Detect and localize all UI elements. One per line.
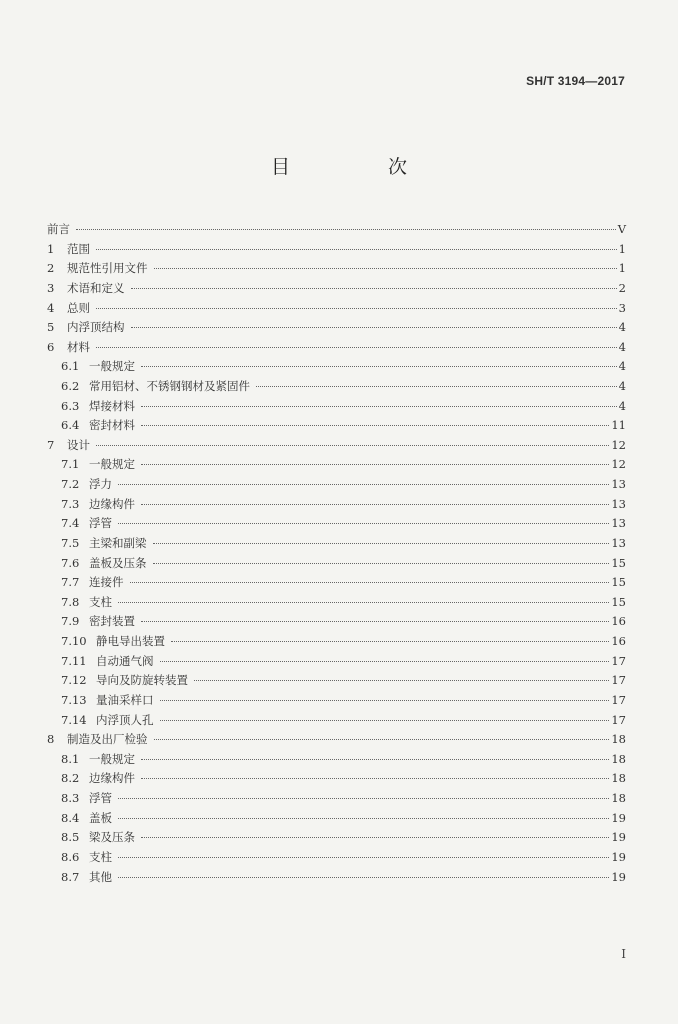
toc-entry-page: 13 <box>611 535 626 550</box>
toc-entry-label: 导向及防旋转装置 <box>96 673 188 688</box>
toc-entry-page: 17 <box>611 712 626 727</box>
toc-entry[interactable] <box>47 317 626 337</box>
toc-entry-page: 18 <box>611 751 626 766</box>
toc-entry-number: 7.10 <box>61 634 87 648</box>
toc-entry-page: 12 <box>611 457 626 472</box>
toc-entry-page: 1 <box>618 241 626 256</box>
toc-entry-page: 15 <box>611 555 626 570</box>
dot-leader <box>153 543 610 544</box>
toc-entry-label: 规范性引用文件 <box>67 261 148 276</box>
toc-entry-number: 7.5 <box>61 535 80 550</box>
toc-entry-number: 6.2 <box>61 379 80 393</box>
toc-entry-number: 6 <box>47 339 55 354</box>
toc-entry-page: 18 <box>611 791 626 805</box>
toc-entry-page: 4 <box>618 398 626 413</box>
toc-entry[interactable] <box>47 239 626 259</box>
toc-entry-number: 8.4 <box>61 810 80 825</box>
toc-entry-label: 一般规定 <box>89 751 135 766</box>
toc-entry-page: 4 <box>618 359 626 374</box>
toc-entry[interactable] <box>61 867 626 887</box>
toc-entry-page: 18 <box>611 771 626 786</box>
dot-leader <box>76 229 616 230</box>
toc-entry[interactable] <box>61 376 626 396</box>
toc-entry-label: 主梁和副梁 <box>89 535 147 550</box>
dot-leader <box>256 386 617 387</box>
dot-leader <box>118 523 609 524</box>
toc-entry-page: 17 <box>611 653 626 668</box>
toc-entry-label: 一般规定 <box>89 359 135 374</box>
toc-entry-number: 4 <box>47 300 55 315</box>
dot-leader <box>160 720 610 721</box>
toc-entry[interactable] <box>47 729 626 749</box>
toc-entry-label: 浮管 <box>89 791 112 805</box>
toc-entry-label: 前言 <box>47 222 70 236</box>
toc-entry-label: 浮管 <box>89 516 112 531</box>
toc-entry-number: 2 <box>47 261 55 276</box>
toc-entry-label: 密封材料 <box>89 418 135 433</box>
toc-entry-page: 15 <box>611 575 626 590</box>
toc-entry-page: 13 <box>611 496 626 511</box>
toc-entry-page: 17 <box>611 692 626 707</box>
dot-leader <box>141 621 609 622</box>
toc-entry-label: 一般规定 <box>89 457 135 472</box>
toc-entry-page: 3 <box>618 300 626 315</box>
toc-entry[interactable] <box>61 356 626 376</box>
toc-entry[interactable] <box>61 788 626 808</box>
dot-leader <box>171 641 609 642</box>
dot-leader <box>118 857 609 858</box>
toc-entry-page: 2 <box>618 280 626 295</box>
toc-entry[interactable] <box>61 710 626 730</box>
toc-entry-number: 6.1 <box>61 359 80 374</box>
document-code: SH/T 3194—2017 <box>526 74 625 88</box>
page-number: I <box>621 947 626 961</box>
toc-entry-number: 3 <box>47 280 55 295</box>
toc-entry-page: 19 <box>611 830 626 845</box>
dot-leader <box>118 602 609 603</box>
dot-leader <box>131 288 617 289</box>
toc-entry[interactable] <box>61 631 626 651</box>
toc-entry-page: 16 <box>611 614 626 629</box>
dot-leader <box>118 818 609 819</box>
toc-entry-page: 19 <box>611 810 626 825</box>
toc-entry-number: 1 <box>47 241 55 256</box>
toc-entry-number: 8.7 <box>61 869 80 884</box>
toc-entry[interactable] <box>61 592 626 612</box>
toc-entry-label: 常用铝材、不锈钢钢材及紧固件 <box>89 379 250 393</box>
toc-entry-page: 11 <box>611 418 626 433</box>
dot-leader <box>141 366 617 367</box>
toc-entry-page: 19 <box>611 869 626 884</box>
toc-entry-label: 内浮顶人孔 <box>96 712 154 727</box>
toc-entry[interactable] <box>61 454 626 474</box>
toc-entry-label: 制造及出厂检验 <box>67 732 148 747</box>
toc-entry[interactable] <box>47 278 626 298</box>
toc-entry[interactable] <box>61 670 626 690</box>
dot-leader <box>141 778 609 779</box>
toc-entry-number: 6.3 <box>61 398 80 413</box>
toc-entry-label: 内浮顶结构 <box>67 320 125 335</box>
toc-entry-number: 7.8 <box>61 594 80 609</box>
toc-entry[interactable] <box>61 396 626 416</box>
toc-entry[interactable] <box>61 572 626 592</box>
dot-leader <box>96 445 609 446</box>
toc-entry[interactable] <box>61 808 626 828</box>
toc-entry[interactable] <box>61 474 626 494</box>
toc-entry-page: 17 <box>611 673 626 688</box>
dot-leader <box>141 759 609 760</box>
dot-leader <box>154 739 610 740</box>
toc-entry[interactable] <box>61 553 626 573</box>
toc-entry[interactable] <box>61 494 626 514</box>
toc-entry[interactable] <box>61 690 626 710</box>
toc-entry-page: 19 <box>611 849 626 864</box>
toc-entry-number: 5 <box>47 320 55 335</box>
toc-entry-page: 18 <box>611 732 626 747</box>
dot-leader <box>131 327 617 328</box>
dot-leader <box>96 347 617 348</box>
toc-entry-page: 13 <box>611 477 626 492</box>
toc-entry-number: 7.13 <box>61 692 87 707</box>
dot-leader <box>118 484 609 485</box>
toc-entry-page: 1 <box>618 261 626 276</box>
toc-entry-label: 边缘构件 <box>89 496 135 511</box>
toc-entry[interactable] <box>47 298 626 318</box>
toc-entry-number: 6.4 <box>61 418 80 433</box>
dot-leader <box>141 464 609 465</box>
toc-entry-number: 7.14 <box>61 712 87 727</box>
toc-entry[interactable] <box>47 258 626 278</box>
toc-entry-number: 7.9 <box>61 614 80 629</box>
toc-entry-number: 8.2 <box>61 771 80 786</box>
dot-leader <box>118 877 609 878</box>
toc-entry-label: 自动通气阀 <box>96 653 154 668</box>
toc-entry[interactable] <box>61 651 626 671</box>
toc-entry-label: 焊接材料 <box>89 398 135 413</box>
toc-entry-page: 16 <box>611 634 626 648</box>
toc-entry-page: V <box>617 222 626 236</box>
toc-entry-label: 盖板 <box>89 810 112 825</box>
toc-entry-label: 静电导出装置 <box>96 634 165 648</box>
toc-entry-label: 范围 <box>67 241 90 256</box>
dot-leader <box>130 582 610 583</box>
toc-entry-label: 量油采样口 <box>96 692 154 707</box>
toc-entry-label: 支柱 <box>89 849 112 864</box>
toc-entry[interactable] <box>47 435 626 455</box>
toc-entry-number: 7.11 <box>61 653 87 668</box>
toc-entry-number: 7.3 <box>61 496 80 511</box>
toc-entry-number: 8.5 <box>61 830 80 845</box>
toc-entry-page: 13 <box>611 516 626 531</box>
toc-entry[interactable] <box>61 533 626 553</box>
toc-entry[interactable] <box>61 749 626 769</box>
dot-leader <box>141 837 609 838</box>
toc-entry-number: 8.3 <box>61 791 80 805</box>
dot-leader <box>96 308 617 309</box>
toc-entry-number: 7.1 <box>61 457 80 472</box>
dot-leader <box>141 406 617 407</box>
toc-entry-page: 4 <box>618 379 626 393</box>
toc-entry[interactable] <box>61 611 626 631</box>
dot-leader <box>96 249 617 250</box>
toc-entry[interactable] <box>61 827 626 847</box>
toc-entry-label: 支柱 <box>89 594 112 609</box>
dot-leader <box>153 563 610 564</box>
toc-entry-label: 边缘构件 <box>89 771 135 786</box>
toc-entry-number: 8 <box>47 732 55 747</box>
toc-entry-number: 7.6 <box>61 555 80 570</box>
toc-entry-label: 梁及压条 <box>89 830 135 845</box>
toc-entry[interactable] <box>61 513 626 533</box>
dot-leader <box>141 504 609 505</box>
toc-entry-label: 连接件 <box>89 575 124 590</box>
toc-entry-number: 8.1 <box>61 751 80 766</box>
toc-entry-page: 4 <box>618 339 626 354</box>
toc-entry-label: 盖板及压条 <box>89 555 147 570</box>
dot-leader <box>160 700 610 701</box>
toc-entry[interactable] <box>61 415 626 435</box>
toc-entry-page: 4 <box>618 320 626 335</box>
toc-entry-number: 7.2 <box>61 477 80 492</box>
toc-entry-label: 总则 <box>67 300 90 315</box>
toc-entry-page: 15 <box>611 594 626 609</box>
toc-entry-number: 7 <box>47 437 55 452</box>
toc-entry[interactable] <box>61 768 626 788</box>
toc-entry-label: 其他 <box>89 869 112 884</box>
toc-entry-number: 8.6 <box>61 849 80 864</box>
toc-entry-label: 密封装置 <box>89 614 135 629</box>
toc-entry-number: 7.12 <box>61 673 87 688</box>
toc-entry-label: 材料 <box>67 339 90 354</box>
dot-leader <box>118 798 609 799</box>
toc-entry[interactable] <box>61 847 626 867</box>
toc-entry[interactable] <box>47 337 626 357</box>
dot-leader <box>194 680 609 681</box>
toc-entry-number: 7.7 <box>61 575 80 590</box>
toc-entry-label: 术语和定义 <box>67 280 125 295</box>
page-title: 目 次 <box>270 156 454 178</box>
toc-entry-label: 设计 <box>67 437 90 452</box>
toc-entry[interactable] <box>47 219 626 239</box>
toc-entry-label: 浮力 <box>89 477 112 492</box>
dot-leader <box>154 268 617 269</box>
toc-entry-page: 12 <box>611 437 626 452</box>
dot-leader <box>141 425 609 426</box>
dot-leader <box>160 661 610 662</box>
toc-entry-number: 7.4 <box>61 516 80 531</box>
